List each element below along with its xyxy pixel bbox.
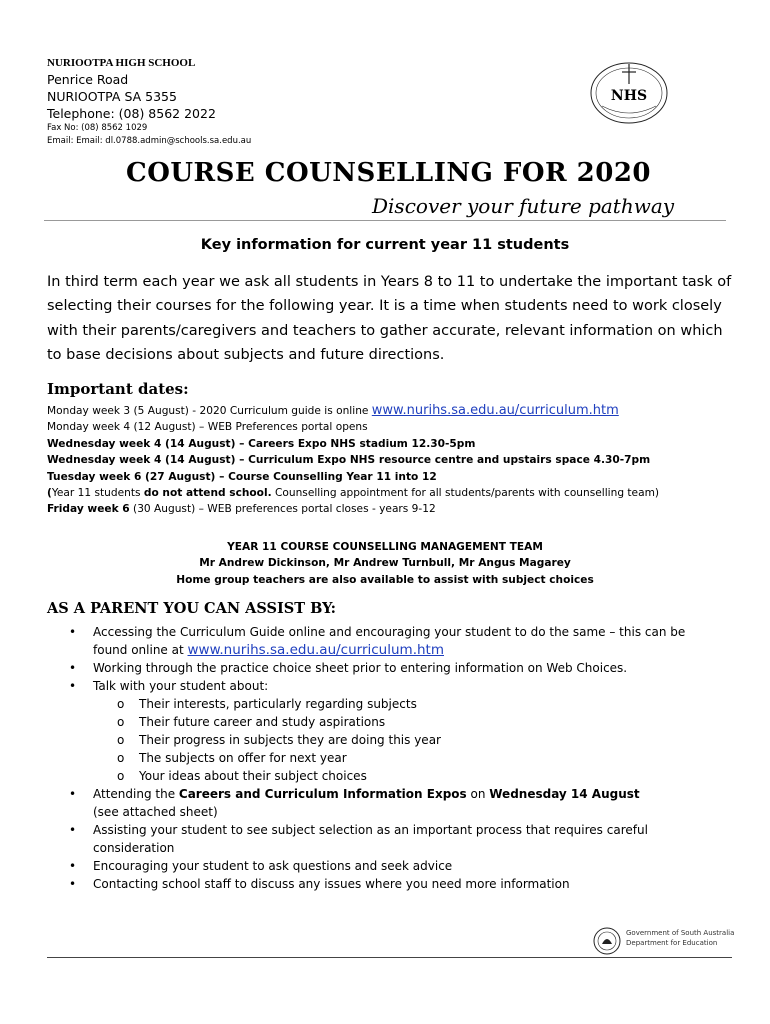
tagline: Discover your future pathway	[372, 194, 675, 218]
parent-assist-heading: AS A PARENT YOU CAN ASSIST BY:	[47, 600, 337, 617]
list-item	[47, 857, 747, 875]
email: Email: Email: dl.0788.admin@schools.sa.edu.au	[47, 136, 252, 146]
list-item-text: Encouraging your student to ask questions and seek advice	[93, 859, 453, 873]
government-name: Government of South Australia	[626, 929, 735, 937]
department-name: Department for Education	[626, 939, 718, 947]
list-item	[47, 821, 747, 857]
bullet-icon: •	[69, 877, 77, 891]
date-line-3: Wednesday week 4 (14 August) – Careers Expo NHS stadium 12.30-5pm	[47, 437, 476, 450]
school-name: NURIOOTPA HIGH SCHOOL	[47, 57, 196, 69]
sub-bullet-icon: o	[117, 751, 125, 765]
important-dates-list	[47, 403, 737, 518]
list-item	[47, 875, 747, 893]
list-item	[47, 659, 747, 677]
intro-paragraph: In third term each year we ask all students in Years 8 to 11 to undertake the important task of selecting their courses for the following year. It is a time when students need to work closely with their parents/caregivers and teachers to gather accurate, relevant information on which to base decisions about subjects and future directions.	[47, 274, 732, 364]
team-members: Mr Andrew Dickinson, Mr Andrew Turnbull, Mr Angus Magarey	[199, 557, 571, 570]
list-item-text: Contacting school staff to discuss any issues where you need more information	[93, 877, 570, 891]
list-item	[47, 623, 747, 659]
school-crest-logo	[588, 60, 670, 126]
fax: Fax No: (08) 8562 1029	[47, 123, 148, 133]
sub-item-text: Their interests, particularly regarding subjects	[139, 697, 417, 711]
list-item-text: Working through the practice choice sheet prior to entering information on Web Choices.	[93, 661, 628, 675]
sub-item-text: Their future career and study aspirations	[139, 715, 386, 729]
date-line-6-b: Counselling appointment for all students/parents with counselling team)	[271, 487, 660, 500]
list-item	[47, 785, 747, 821]
important-dates-heading: Important dates:	[47, 380, 189, 398]
list-item-text: Assisting your student to see subject selection as an important process that requires careful	[93, 823, 648, 837]
sub-list-item	[47, 749, 747, 767]
list-item-text: found online at	[93, 643, 188, 657]
curriculum-link[interactable]: www.nurihs.sa.edu.au/curriculum.htm	[371, 403, 619, 418]
sub-bullet-icon: o	[117, 715, 125, 729]
list-item-text: (see attached sheet)	[93, 805, 218, 819]
team-heading: YEAR 11 COURSE COUNSELLING MANAGEMENT TEAM	[227, 541, 543, 553]
curriculum-link-2[interactable]: www.nurihs.sa.edu.au/curriculum.htm	[187, 642, 444, 658]
date-line-7-bold: Friday week 6	[47, 503, 130, 516]
telephone: Telephone: (08) 8562 2022	[47, 106, 216, 121]
sub-item-text: Your ideas about their subject choices	[139, 769, 367, 783]
sub-list-item	[47, 767, 747, 785]
date-line-7	[47, 501, 737, 517]
list-item-text: consideration	[93, 841, 175, 855]
crest-initials: NHS	[610, 88, 648, 104]
title-divider	[44, 220, 726, 221]
sub-list-item	[47, 731, 747, 749]
sub-list-item	[47, 713, 747, 731]
parent-assist-list	[47, 623, 747, 893]
sub-bullet-icon: o	[117, 733, 125, 747]
date-line-6-bold: do not attend school.	[143, 487, 272, 500]
bullet-icon: •	[69, 661, 77, 675]
bullet-icon: •	[69, 625, 77, 639]
date-line-6-a: Year 11 students	[51, 487, 144, 500]
key-info-heading: Key information for current year 11 students	[200, 237, 570, 253]
date-line-6-paren: (	[47, 487, 52, 500]
government-crest-icon	[592, 926, 622, 956]
counselling-team	[0, 539, 770, 588]
list-item-text: Accessing the Curriculum Guide online and encouraging your student to do the same – this can be	[93, 625, 686, 639]
date-line-1	[47, 403, 737, 419]
date-line-6	[47, 485, 737, 501]
team-note: Home group teachers are also available to assist with subject choices	[176, 573, 594, 586]
list-item-text: Attending the	[93, 787, 179, 801]
bullet-icon: •	[69, 787, 77, 801]
footer-divider	[47, 957, 732, 958]
bullet-icon: •	[69, 679, 77, 693]
address-line-2: NURIOOTPA SA 5355	[47, 89, 177, 104]
sub-bullet-icon: o	[117, 697, 125, 711]
sub-bullet-icon: o	[117, 769, 125, 783]
date-line-1-text: Monday week 3 (5 August) - 2020 Curriculum guide is online	[47, 405, 372, 417]
date-line-5: Tuesday week 6 (27 August) – Course Counselling Year 11 into 12	[47, 470, 437, 483]
list-item	[47, 677, 747, 695]
date-line-4: Wednesday week 4 (14 August) – Curriculum Expo NHS resource centre and upstairs space 4.30-7pm	[47, 454, 651, 467]
date-line-2: Monday week 4 (12 August) – WEB Preferences portal opens	[47, 421, 368, 434]
page-title: COURSE COUNSELLING FOR 2020	[126, 158, 652, 188]
list-item-text: Talk with your student about:	[93, 679, 269, 693]
sub-item-text: The subjects on offer for next year	[139, 751, 347, 765]
date-line-7-rest: (30 August) – WEB preferences portal closes - years 9-12	[129, 503, 436, 516]
expo-name: Careers and Curriculum Information Expos	[178, 787, 467, 801]
bullet-icon: •	[69, 823, 77, 837]
government-text	[626, 928, 734, 948]
address-line-1: Penrice Road	[47, 72, 129, 87]
sub-list-item	[47, 695, 747, 713]
bullet-icon: •	[69, 859, 77, 873]
expo-date: Wednesday 14 August	[489, 787, 640, 801]
list-item-text: on	[466, 787, 490, 801]
sub-item-text: Their progress in subjects they are doing this year	[139, 733, 441, 747]
